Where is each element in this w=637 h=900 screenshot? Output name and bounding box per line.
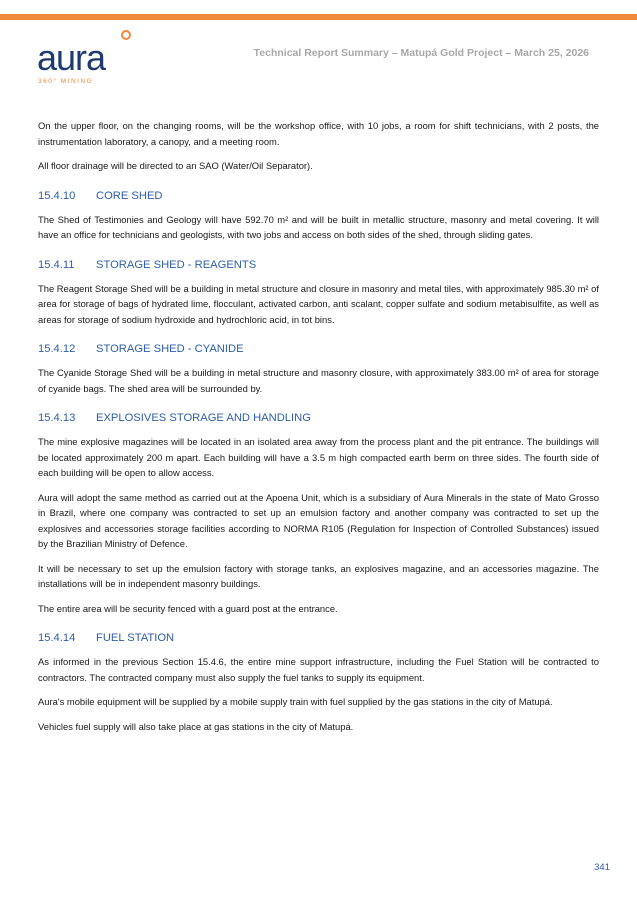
- section-heading: [38, 342, 599, 357]
- body-paragraph: Aura's mobile equipment will be supplied by a mobile supply train with fuel supplied by the gas stations in the city of Matupá.: [38, 696, 553, 707]
- section-number: 15.4.13: [38, 412, 76, 424]
- section-heading: [38, 258, 599, 273]
- intro-paragraph: On the upper floor, on the changing rooms, will be the workshop office, with 10 jobs, a room for shift technicians, with 2 posts, the instrumentation laboratory, a canopy, and a meeting room.: [38, 120, 599, 147]
- header-accent-bar: [0, 14, 637, 20]
- body-paragraph: The Shed of Testimonies and Geology will have 592.70 m² and will be built in metallic structure, masonry and metal covering. It will have an office for technicians and geologists, with two jobs and access on both sides of the shed, through sliding gates.: [38, 213, 599, 240]
- body-paragraph: The entire area will be security fenced with a guard post at the entrance.: [38, 602, 338, 614]
- section-heading: [38, 411, 599, 426]
- logo-circle-icon: [121, 30, 131, 40]
- logo-tagline: 360° MINING: [38, 78, 94, 85]
- body-paragraph: Vehicles fuel supply will also take place at gas stations in the city of Matupá.: [38, 720, 354, 732]
- section-title: EXPLOSIVES STORAGE AND HANDLING: [96, 412, 311, 424]
- body-paragraph: The Cyanide Storage Shed will be a building in metal structure and masonry closure, with approximately 383.00 m² of area for storage of cyanide bags. The shed area will be surrounded by.: [38, 367, 599, 394]
- body-paragraph: It will be necessary to set up the emulsion factory with storage tanks, an explosives magazine, and an accessories magazine. The installations will be in independent masonry buildings.: [38, 562, 599, 589]
- page-number: 341: [594, 862, 610, 873]
- page-content: [38, 118, 599, 743]
- section-heading: [38, 631, 599, 646]
- section-title: STORAGE SHED - CYANIDE: [96, 343, 244, 355]
- section-title: CORE SHED: [96, 189, 163, 202]
- section-number: 15.4.10: [38, 189, 76, 202]
- aura-logo: [37, 26, 147, 88]
- section-number: 15.4.11: [38, 258, 75, 271]
- body-paragraph: As informed in the previous Section 15.4.6, the entire mine support infrastructure, including the Fuel Station will be contracted to contractors. The contracted company must also supply the fuel tanks to supply its equipment.: [38, 656, 599, 683]
- report-header-title: Technical Report Summary – Matupá Gold Project – March 25, 2026: [253, 47, 589, 59]
- section-number: 15.4.12: [38, 343, 76, 355]
- body-paragraph: Aura will adopt the same method as carried out at the Apoena Unit, which is a subsidiary of Aura Minerals in the state of Mato Grosso in Brazil, where one company was contracted to set up an emulsion factory and another company was contracted to set up the explosives and accessories storage facilities according to NORMA R105 (Regulation for Inspection of Controlled Substances) issued by the Brazilian Ministry of Defence.: [38, 491, 599, 549]
- section-heading: [38, 189, 599, 204]
- section-title: STORAGE SHED - REAGENTS: [96, 258, 257, 271]
- body-paragraph: The Reagent Storage Shed will be a building in metal structure and closure in masonry and metal tiles, with approximately 985.30 m² of area for storage of bags of hydrated lime, flocculant, activated carbon, anti scalant, copper sulfate and sodium metabisulfite, as well as areas for storage of sodium hydroxide and hydrochloric acid, in tot bins.: [38, 282, 599, 325]
- section-number: 15.4.14: [38, 632, 76, 644]
- intro-paragraph: All floor drainage will be directed to an SAO (Water/Oil Separator).: [38, 160, 313, 171]
- body-paragraph: The mine explosive magazines will be located in an isolated area away from the process plant and the pit entrance. The buildings will be located approximately 200 m apart. Each building will have a 3.5 m high compacted earth berm on three sides. The fourth side of each building will be open to allow access.: [38, 436, 599, 478]
- logo-wordmark: aura: [37, 37, 106, 78]
- section-title: FUEL STATION: [96, 632, 175, 644]
